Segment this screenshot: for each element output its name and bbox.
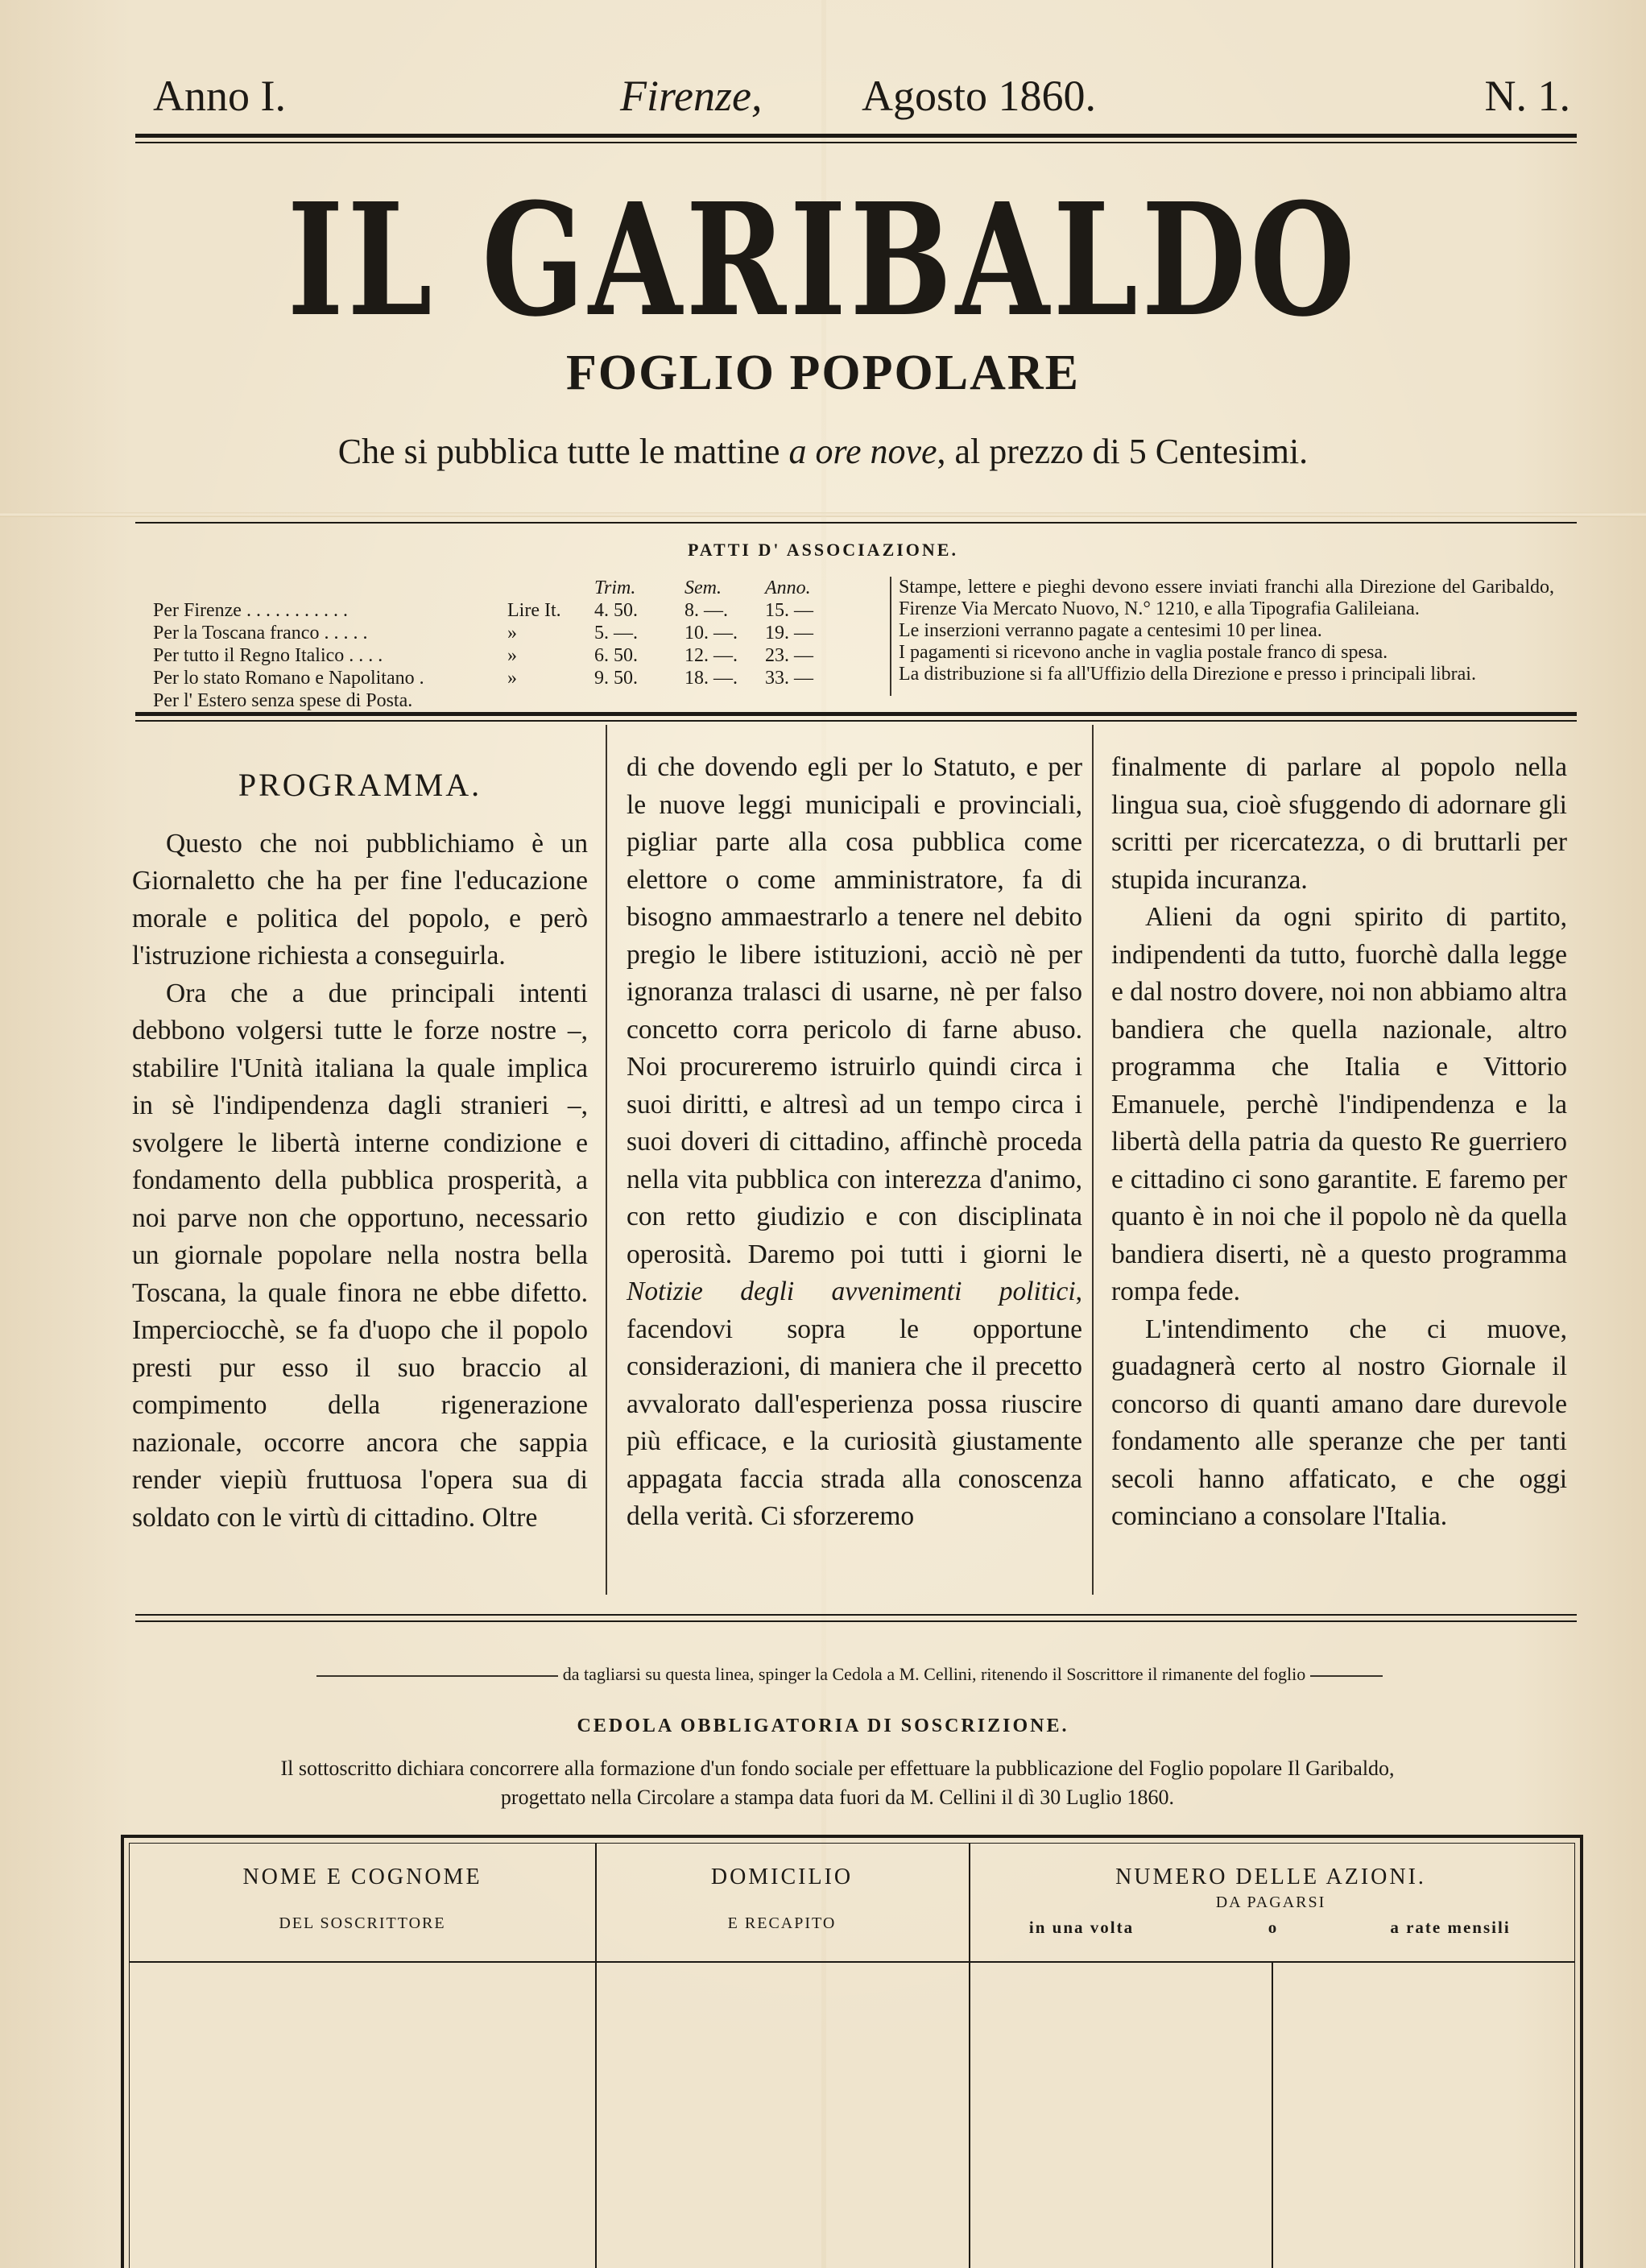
- rate-row: [153, 599, 862, 622]
- table-divider: [595, 1844, 597, 2268]
- paragraph: Ora che a due principali intenti debbono volgersi tutte le forze nostre –, stabilire l'Unità italiana la quale implica in sè l'indipendenza dagli stranieri –, svolgere le libertà interne condizione e fondamento della pubblica prosperità, a noi parve non che opportuno, necessario un giornale popolare nella nostra bella Toscana, la quale finora ne ebbe difetto. Imperciocchè, se fa d'uopo che il popolo presti pur esso il suo braccio al compimento della rigenerazione nazionale, occorre ancora che sappia render viepiù fruttuosa l'opera sua di soldato con le virtù di cittadino. Oltre: [132, 978, 588, 1533]
- tagline-post: , al prezzo di 5 Centesimi.: [937, 432, 1309, 471]
- date-label: Agosto 1860.: [862, 72, 1097, 120]
- rate-anno: 23. —: [765, 645, 813, 666]
- table-header-rule: [130, 1961, 1574, 1963]
- col-shares-subheader: DA PAGARSI: [1215, 1893, 1326, 1911]
- rate-anno: 15. —: [765, 600, 813, 621]
- header-sem: Sem.: [684, 577, 722, 598]
- col-domicile-header: DOMICILIO: [710, 1864, 854, 1889]
- issue-number: N. 1.: [1484, 72, 1570, 120]
- paragraph: [627, 749, 1082, 1536]
- article-column-2: [627, 749, 1082, 1587]
- rate-anno: 19. —: [765, 623, 813, 644]
- subscription-form-table: [121, 1835, 1583, 2268]
- article-column-3: [1111, 749, 1567, 1587]
- note-line: Le inserzioni verranno pagate a centesimi 10 per linea.: [899, 620, 1322, 641]
- tagline-italic: a ore nove: [788, 432, 937, 471]
- cut-dash: [1310, 1675, 1383, 1677]
- col-domicile-subheader: E RECAPITO: [727, 1914, 837, 1932]
- rate-sem: 8. —.: [684, 600, 728, 621]
- newspaper-subtitle: FOGLIO POPOLARE: [566, 346, 1080, 400]
- rate-row: [153, 667, 862, 689]
- newspaper-title: IL GARIBALDO: [287, 170, 1359, 351]
- rate-label: Per l' Estero senza spese di Posta.: [153, 690, 413, 711]
- note-line: La distribuzione si fa all'Uffizio della Direzione e presso i principali librai.: [899, 664, 1476, 685]
- coupon-heading: CEDOLA OBBLIGATORIA DI SOSCRIZIONE.: [577, 1715, 1069, 1736]
- rate-currency: »: [507, 645, 517, 666]
- paragraph: L'intendimento che ci muove, guadagnerà certo al nostro Giornale il concorso di quanti amano dare durevole fondamento alle speranze che per tanti secoli hanno affaticato, e che oggi cominciano a consolare l'Italia.: [1111, 1314, 1567, 1531]
- city-label: Firenze,: [620, 72, 763, 120]
- col-monthly-header: a rate mensili: [1390, 1918, 1511, 1937]
- header-anno: Anno.: [765, 577, 811, 598]
- rate-label: Per Firenze . . . . . . . . . . .: [153, 600, 348, 621]
- rate-label: Per tutto il Regno Italico . . . .: [153, 645, 383, 666]
- tagline: [0, 431, 1646, 472]
- col-shares-header: NUMERO DELLE AZIONI.: [1115, 1864, 1426, 1889]
- section-rule-thin: [135, 720, 1577, 722]
- masthead-dateline: [153, 71, 1570, 127]
- form-table-inner: [129, 1843, 1575, 2268]
- col-name-subheader: DEL SOSCRITTORE: [279, 1914, 446, 1932]
- paragraph: Alieni da ogni spirito di partito, indipendenti da tutto, fuorchè dalla legge e dal nostro dovere, noi non abbiamo altra bandiera che quella nazionale, altro programma che Italia e Vittorio Emanuele, perchè l'indipendenza e la libertà della patria da questo Re guerriero e cittadino ci sono garantite. E faremo per quanto è in noi che il popolo nè da quella bandiera diserti, nè a questo programma rompa fede.: [1111, 902, 1567, 1306]
- rate-sem: 18. —.: [684, 668, 738, 689]
- section-rule: [135, 522, 1577, 524]
- rate-row: [153, 622, 862, 644]
- text-run: , facendovi sopra le opportune considerazioni, di maniera che il precetto avvalorato dall'esperienza possa riuscire più efficace, e la curiosità giustamente appagata faccia strada alla conoscenza della verità. Ci sforzeremo: [627, 1277, 1082, 1531]
- section-rule: [135, 1620, 1577, 1622]
- rate-row: [153, 689, 862, 712]
- coupon-text-line: progettato nella Circolare a stampa data fuori da M. Cellini il dì 30 Luglio 1860.: [500, 1786, 1175, 1809]
- section-rule-thick: [135, 712, 1577, 716]
- subscription-heading: PATTI D' ASSOCIAZIONE.: [688, 540, 958, 560]
- rate-currency: »: [507, 668, 517, 689]
- rate-currency: »: [507, 623, 517, 644]
- rate-sem: 12. —.: [684, 645, 738, 666]
- rate-anno: 33. —: [765, 668, 813, 689]
- text-run: di che dovendo egli per lo Statuto, e per le nuove leggi municipali e provinciali, pigliar parte alla cosa pubblica come elettore o come amministratore, fa di bisogno ammaestrarlo a tenere nel debito pregio le libere istituzioni, acciò nè per ignoranza tralasci di usarne, nè per falso concetto corra pericolo di farne abuso. Noi procureremo istruirlo quindi circa i suoi diritti, e altresì ad un tempo circa i suoi doveri di cittadino, affinchè proceda nella vita pubblica con interezza d'animo, con retto giudizio e con disciplinata operosità. Daremo poi tutti i giorni le: [627, 752, 1082, 1269]
- rate-trim: 9. 50.: [594, 668, 638, 689]
- note-line: I pagamenti si ricevono anche in vaglia postale franco di spesa.: [899, 642, 1388, 663]
- article: [121, 749, 1570, 1587]
- rate-trim: 5. —.: [594, 623, 638, 644]
- paragraph: Questo che noi pubblichiamo è un Giornaletto che ha per fine l'educazione morale e politica del popolo, e però l'istruzione richiesta a conseguirla.: [132, 828, 588, 971]
- col-name-header: NOME E COGNOME: [242, 1864, 482, 1889]
- tagline-pre: Che si pubblica tutte le mattine: [337, 432, 780, 471]
- rate-trim: 6. 50.: [594, 645, 638, 666]
- cut-dash: [316, 1675, 558, 1677]
- masthead-rule: [135, 134, 1577, 138]
- rate-label: Per la Toscana franco . . . . .: [153, 623, 368, 644]
- article-heading: PROGRAMMA.: [238, 767, 482, 803]
- coupon-text: [201, 1754, 1474, 1812]
- col-or-label: o: [1268, 1918, 1279, 1937]
- rate-row: [153, 644, 862, 667]
- table-divider: [1272, 1963, 1273, 2268]
- article-column-1: [132, 749, 588, 1587]
- rate-sem: 10. —.: [684, 623, 738, 644]
- col-once-header: in una volta: [1028, 1918, 1135, 1937]
- italic-run: Notizie degli avvenimenti politici: [627, 1277, 1076, 1306]
- note-line: Stampe, lettere e pieghi devono essere inviati franchi alla Direzione del Garibaldo, Firenze Via Mercato Nuovo, N.° 1210, e alla Tipografia Galileiana.: [899, 577, 1554, 619]
- volume-label: Anno I.: [153, 72, 286, 120]
- rate-label: Per lo stato Romano e Napolitano .: [153, 668, 424, 689]
- rate-trim: 4. 50.: [594, 600, 638, 621]
- cut-instruction: da tagliarsi su questa linea, spinger la Cedola a M. Cellini, ritenendo il Soscrittore il rimanente del foglio: [562, 1664, 1306, 1684]
- rate-currency: Lire It.: [507, 600, 561, 621]
- rates-divider: [890, 577, 891, 696]
- section-rule: [135, 1614, 1577, 1616]
- masthead-rule-thin: [135, 142, 1577, 143]
- subscription-rates: [153, 577, 862, 712]
- cut-line: [129, 1664, 1570, 1685]
- coupon-text-line: Il sottoscritto dichiara concorrere alla formazione d'un fondo sociale per effettuare la pubblicazione del Foglio popolare Il Garibaldo,: [280, 1757, 1395, 1780]
- subscription-notes: [899, 577, 1554, 685]
- paragraph: finalmente di parlare al popolo nella lingua sua, cioè sfuggendo di adornare gli scritti per ricercatezza, o di bruttarli per stupida incuranza.: [1111, 752, 1567, 895]
- rates-header: [153, 577, 862, 599]
- header-trim: Trim.: [594, 577, 636, 598]
